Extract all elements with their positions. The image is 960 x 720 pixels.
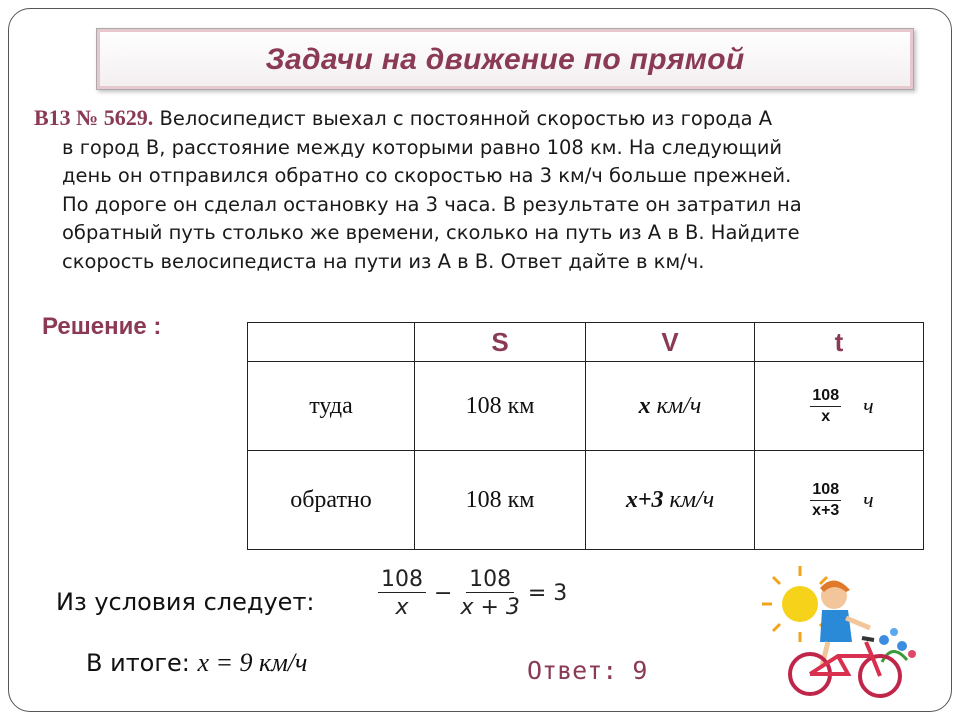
summary-line [86,648,307,678]
bicycle-icon [790,638,900,696]
problem-line-6: скорость велосипедиста на пути из А в В. Ответ дайте в км/ч. [62,249,705,273]
fraction-2-numerator: 108 [466,567,514,593]
equals-three: = 3 [527,581,568,606]
title-box [96,28,914,90]
time-fraction [810,387,841,426]
table-header-t: t [755,323,924,362]
table-header-v: V [586,323,755,362]
problem-id: В13 № 5629. [34,105,154,130]
distance-cell [415,362,586,451]
equation-fraction-1 [378,567,426,620]
speed-variable: x+3 [625,486,664,513]
solution-label: Решение : [42,313,162,340]
fraction-2-denominator: x + 3 [460,595,520,620]
summary-prefix: В итоге: [86,649,198,677]
problem-line-4: По дороге он сделал остановку на 3 часа. В результате он затратил на [62,192,802,216]
speed-unit: км/ч [669,486,715,513]
cyclist-illustration [762,562,942,700]
fraction-1-numerator: 108 [378,567,426,593]
table-row [248,451,924,550]
distance-cell [415,451,586,550]
svt-table [247,322,924,550]
time-denominator: x+3 [812,501,840,519]
time-unit: ч [863,487,874,512]
time-cell [755,362,924,451]
table-header-s: S [415,323,586,362]
fraction-1-denominator: x [395,595,409,620]
table-row [248,362,924,451]
speed-variable: x [638,392,651,419]
time-unit: ч [863,393,874,418]
speed-cell [586,362,755,451]
row-label: туда [248,362,415,451]
time-fraction [810,481,841,520]
speed-cell [586,451,755,550]
time-cell [755,451,924,550]
time-numerator: 108 [810,387,841,407]
problem-statement [34,104,924,276]
row-label: обратно [248,451,415,550]
problem-text-1: Велосипедист выехал с постоянной скоростью из города А [159,107,773,130]
condition-label: Из условия следует: [56,588,315,616]
table-header-row [248,323,924,362]
summary-value: x = 9 км/ч [197,648,308,677]
time-numerator: 108 [810,481,841,501]
problem-line-3: день он отправился обратно со скоростью на 3 км/ч больше прежней. [62,164,792,187]
problem-line-1 [34,104,924,134]
time-denominator: x [821,407,831,425]
distance-value: 108 км [465,486,535,513]
problem-line-5: обратный путь столько же времени, сколько на путь из А в В. Найдите [62,221,800,244]
slide-title: Задачи на движение по прямой [265,43,745,76]
speed-unit: км/ч [656,392,702,419]
answer: Ответ: 9 [527,656,648,685]
cyclist-icon [820,580,870,666]
distance-value: 108 км [465,392,535,419]
equation [378,567,575,620]
minus-sign: − [434,581,453,606]
equation-fraction-2 [460,567,519,620]
table-header-empty [248,323,415,362]
problem-line-2: в город В, расстояние между которыми равно 108 км. На следующий [62,135,783,159]
